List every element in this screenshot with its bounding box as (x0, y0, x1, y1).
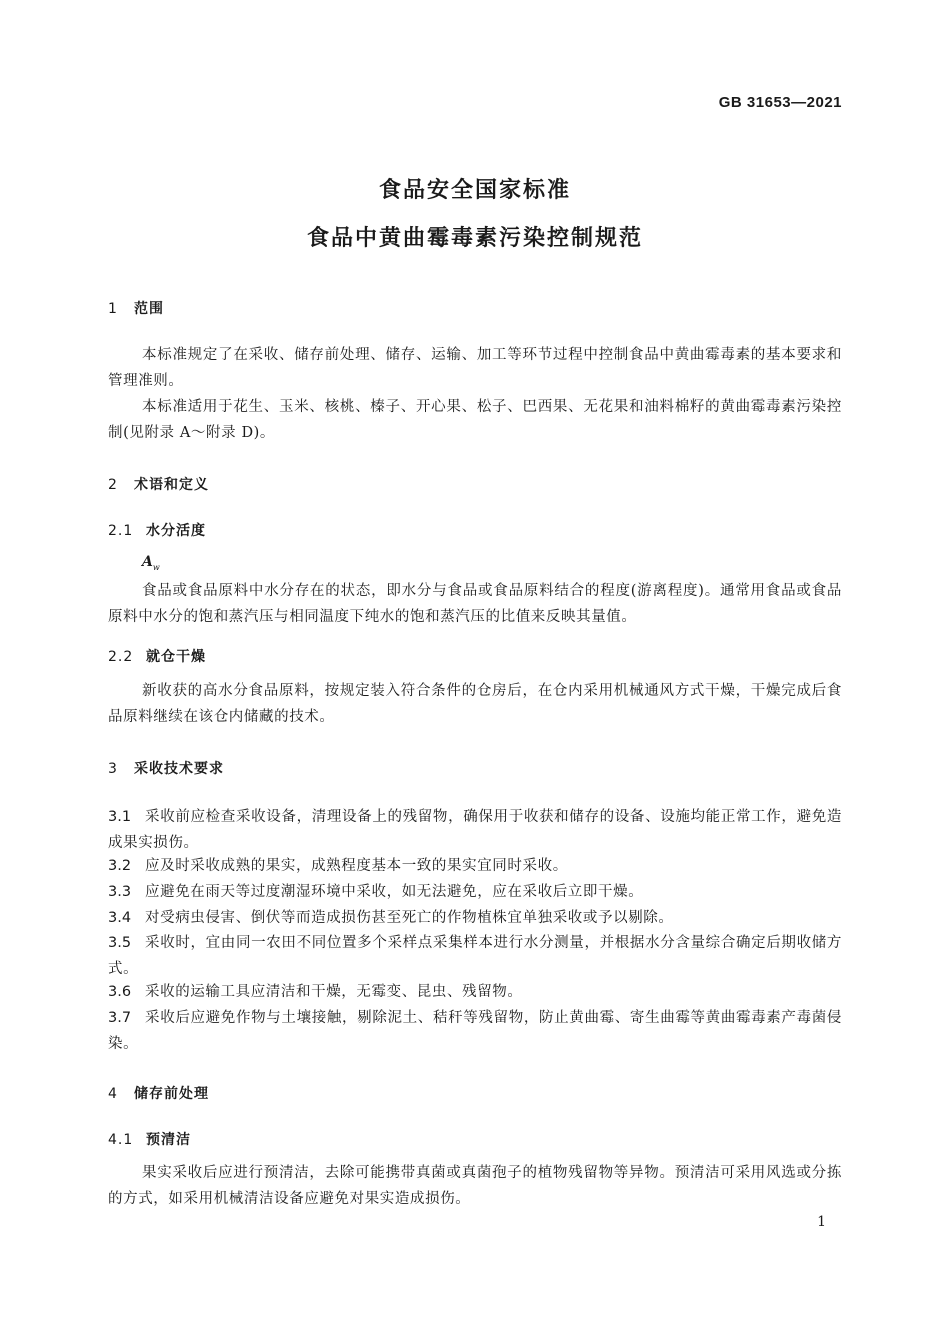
item-text: 应及时采收成熟的果实，成熟程度基本一致的果实宜同时采收。 (145, 858, 568, 874)
item-text: 采收后应避免作物与土壤接触，剔除泥土、秸秆等残留物，防止黄曲霉、寄生曲霉等黄曲霉毒素产毒菌侵染。 (108, 1010, 842, 1052)
section-number: 2.2 (108, 649, 134, 665)
section-title: 范围 (134, 301, 164, 317)
item-text: 采收前应检查采收设备，清理设备上的残留物，确保用于收获和储存的设备、设施均能正常工作，避免造成果实损伤。 (108, 809, 842, 851)
item-text: 应避免在雨天等过度潮湿环境中采收，如无法避免，应在采收后立即干燥。 (145, 884, 644, 900)
water-activity-symbol: $A_w$ (142, 554, 160, 572)
page-number: 1 (817, 1214, 826, 1230)
section-title: 储存前处理 (134, 1086, 209, 1102)
item-number: 3.7 (108, 1010, 132, 1026)
section-3-item (108, 979, 842, 1005)
standard-code: GB 31653—2021 (718, 94, 842, 111)
section-3-item (108, 1005, 842, 1057)
document-title-line-1: 食品安全国家标准 (378, 178, 571, 203)
section-4-heading (108, 1083, 209, 1103)
item-text: 对受病虫侵害、倒伏等而造成损伤甚至死亡的作物植株宜单独采收或予以剔除。 (145, 910, 674, 926)
section-number: 4.1 (108, 1132, 134, 1148)
section-1-paragraph-1: 本标准规定了在采收、储存前处理、储存、运输、加工等环节过程中控制食品中黄曲霉毒素的基本要求和管理准则。 (108, 347, 842, 389)
section-title: 就仓干燥 (146, 649, 206, 665)
section-2-2-definition: 新收获的高水分食品原料，按规定装入符合条件的仓房后，在仓内采用机械通风方式干燥，干燥完成后食品原料继续在该仓内储藏的技术。 (108, 683, 842, 725)
section-2-2-heading (108, 646, 206, 666)
section-1-paragraph-2: 本标准适用于花生、玉米、核桃、榛子、开心果、松子、巴西果、无花果和油料棉籽的黄曲霉毒素污染控制(见附录 A～附录 D)。 (108, 399, 842, 441)
section-title: 预清洁 (146, 1132, 191, 1148)
section-number: 2.1 (108, 523, 134, 539)
item-number: 3.5 (108, 935, 132, 951)
section-4-1-heading (108, 1129, 191, 1149)
item-number: 3.3 (108, 884, 132, 900)
section-2-1-heading (108, 520, 206, 540)
section-1-heading (108, 298, 164, 318)
document-title-line-2: 食品中黄曲霉毒素污染控制规范 (306, 226, 643, 251)
item-number: 3.2 (108, 858, 132, 874)
section-3-item (108, 853, 842, 879)
section-number: 4 (108, 1086, 118, 1102)
section-3-item (108, 879, 842, 905)
section-number: 3 (108, 761, 118, 777)
section-3-heading (108, 758, 224, 778)
section-2-heading (108, 474, 209, 494)
section-number: 2 (108, 477, 118, 493)
section-title: 术语和定义 (134, 477, 209, 493)
item-text: 采收时，宜由同一农田不同位置多个采样点采集样本进行水分测量，并根据水分含量综合确定后期收储方式。 (108, 935, 842, 977)
section-2-1-definition: 食品或食品原料中水分存在的状态，即水分与食品或食品原料结合的程度(游离程度)。通常用食品或食品原料中水分的饱和蒸汽压与相同温度下纯水的饱和蒸汽压的比值来反映其量值。 (108, 583, 842, 625)
section-title: 采收技术要求 (134, 761, 224, 777)
section-title: 水分活度 (146, 523, 206, 539)
section-3-item (108, 930, 842, 982)
item-number: 3.4 (108, 910, 132, 926)
section-number: 1 (108, 301, 118, 317)
section-3-item (108, 905, 842, 931)
item-number: 3.6 (108, 984, 132, 1000)
section-3-item (108, 804, 842, 856)
item-text: 采收的运输工具应清洁和干燥，无霉变、昆虫、残留物。 (145, 984, 523, 1000)
item-number: 3.1 (108, 809, 132, 825)
section-4-1-text: 果实采收后应进行预清洁，去除可能携带真菌或真菌孢子的植物残留物等异物。预清洁可采用风选或分拣的方式，如采用机械清洁设备应避免对果实造成损伤。 (108, 1165, 842, 1207)
